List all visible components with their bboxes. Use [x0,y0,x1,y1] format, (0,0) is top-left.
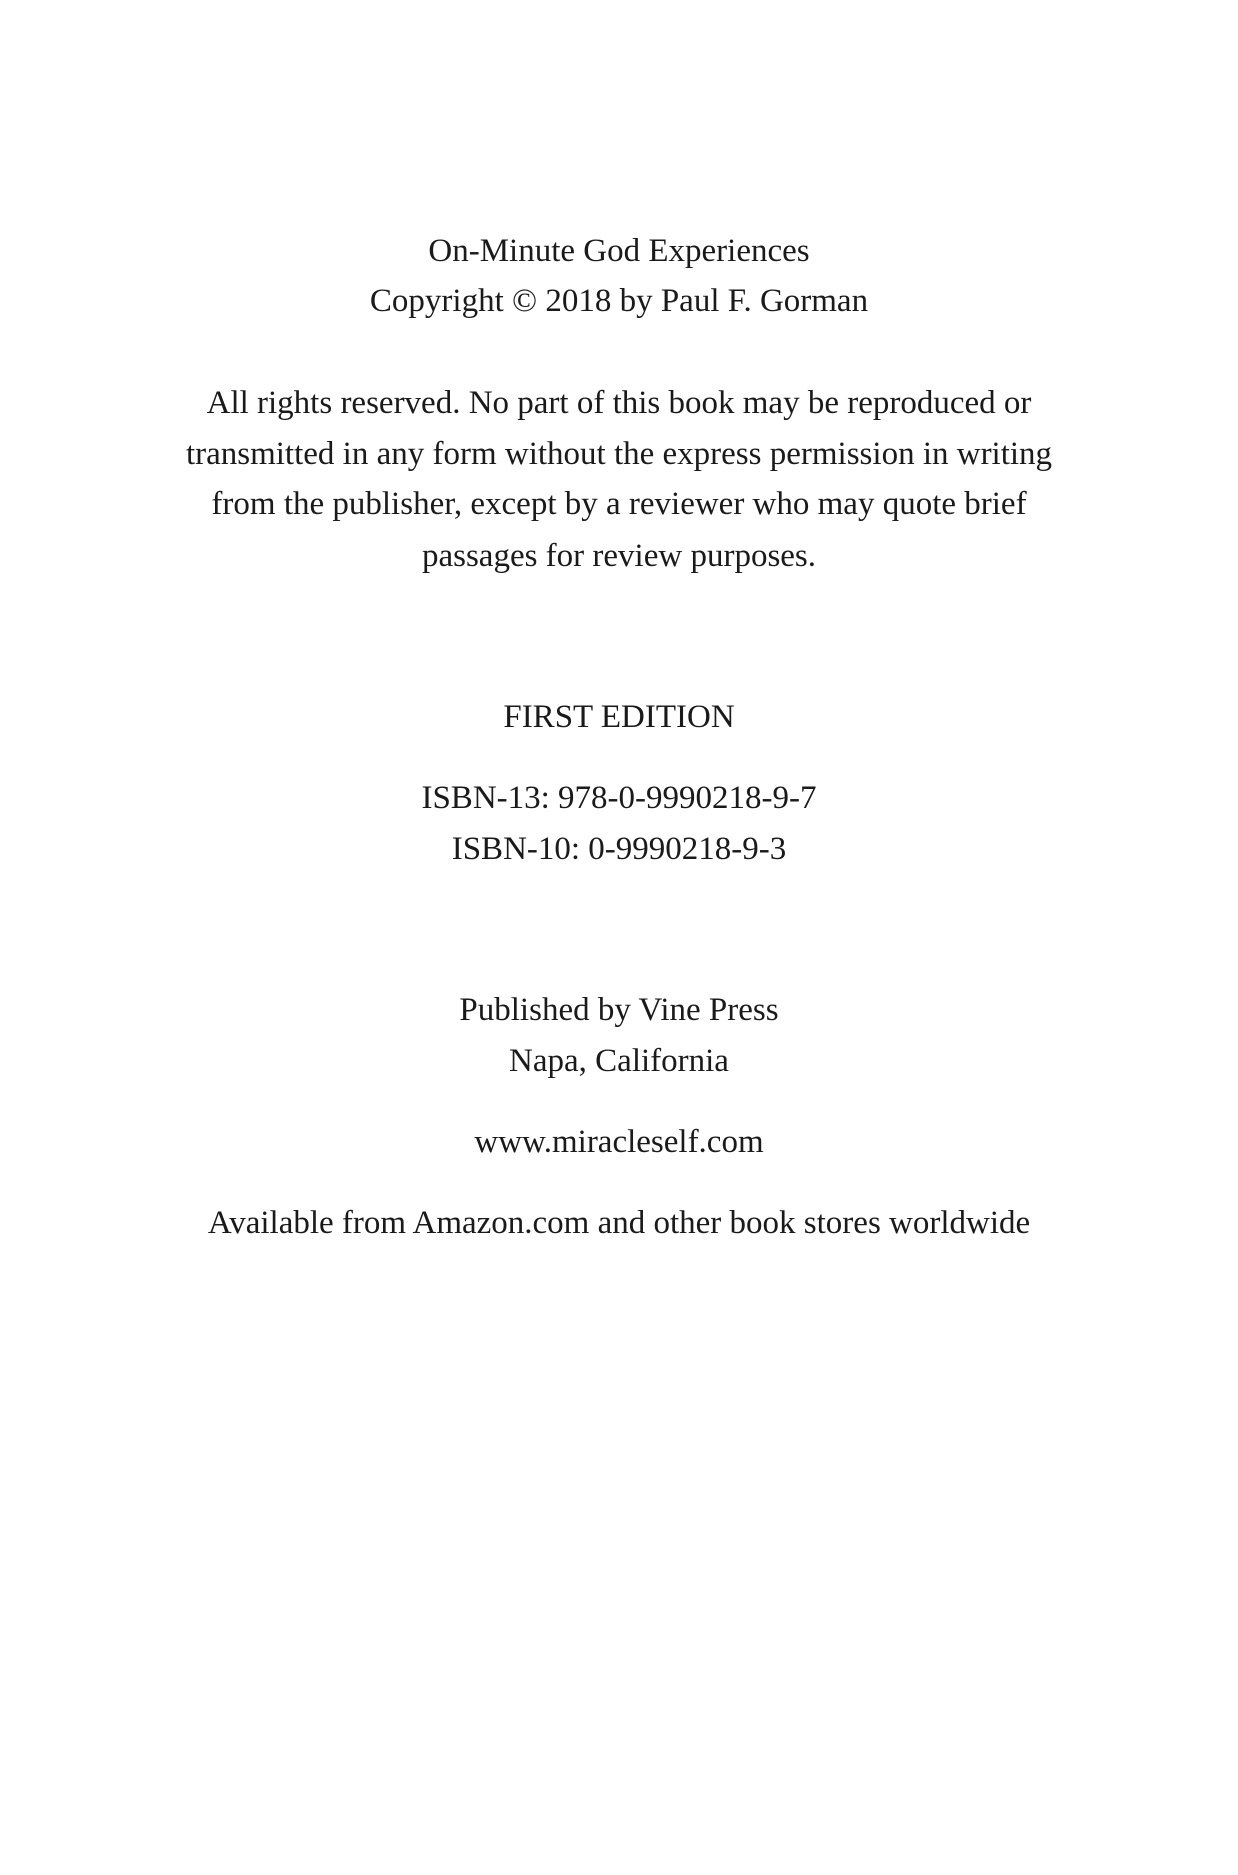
published-by: Published by Vine Press [459,992,779,1028]
website-link: www.miracleself.com [474,1124,764,1160]
rights-line-3: from the publisher, except by a reviewer who may quote brief [211,486,1027,522]
rights-line-4: passages for review purposes. [421,538,817,574]
book-title: On-Minute God Experiences [428,233,810,269]
availability-note: Available from Amazon.com and other book stores worldwide [207,1205,1031,1241]
rights-line-2: transmitted in any form without the express permission in writing [185,436,1053,472]
rights-line-1: All rights reserved. No part of this book may be reproduced or [206,385,1032,421]
publisher-location: Napa, California [509,1043,729,1079]
isbn-10: ISBN-10: 0-9990218-9-3 [451,831,787,867]
copyright-line: Copyright © 2018 by Paul F. Gorman [369,283,869,319]
edition-label: FIRST EDITION [503,699,735,735]
isbn-13: ISBN-13: 978-0-9990218-9-7 [421,780,817,816]
